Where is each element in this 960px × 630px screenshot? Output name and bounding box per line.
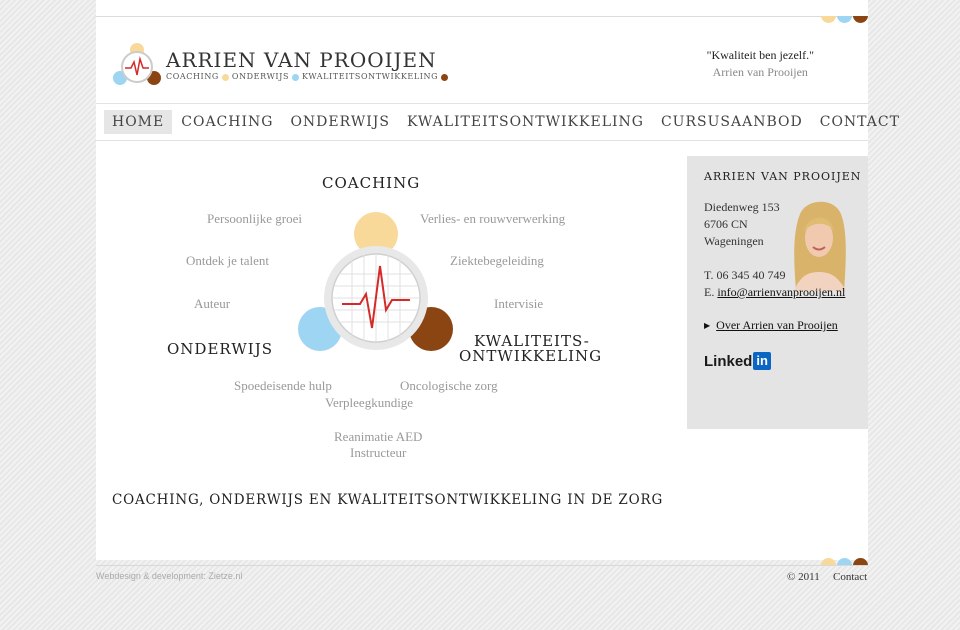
brown-dot [853, 8, 868, 23]
footer-contact-link[interactable]: Contact [833, 571, 868, 583]
coaching-diagram [294, 212, 458, 362]
about-link[interactable] [704, 318, 838, 333]
top-divider [96, 16, 868, 17]
category-onderwijs[interactable]: ONDERWIJS [167, 340, 273, 358]
email-link[interactable]: info@arrienvanprooijen.nl [717, 285, 846, 299]
topic-verpleegkundige[interactable]: Verpleegkundige [325, 395, 414, 410]
page-tagline: COACHING, ONDERWIJS EN KWALITEITSONTWIKKELING IN DE ZORG [112, 492, 664, 508]
topic-ziekte[interactable]: Ziektebegeleiding [450, 253, 544, 268]
contact-sidebar [687, 156, 868, 429]
category-kwaliteit-line1[interactable]: KWALITEITS- [474, 332, 590, 350]
address-postcode: 6706 CN [704, 217, 748, 231]
logo-title: ARRIEN VAN PROOIJEN [166, 48, 437, 72]
blue-dot [837, 8, 852, 23]
main-nav [96, 103, 900, 141]
linkedin-button[interactable] [704, 352, 771, 370]
nav-coaching[interactable]: COACHING [181, 114, 274, 130]
topic-persoonlijke-groei[interactable]: Persoonlijke groei [207, 211, 302, 226]
page-container [96, 0, 900, 560]
nav-home[interactable]: HOME [104, 110, 172, 134]
logo-mark-icon [112, 42, 162, 86]
logo-sub-kwaliteit: KWALITEITSONTWIKKELING [302, 72, 439, 81]
site-logo[interactable] [112, 40, 439, 88]
phone-number: T. 06 345 40 749 [704, 268, 786, 282]
topic-reanimatie[interactable]: Reanimatie AED [334, 429, 423, 444]
quote-author: Arrien van Prooijen [712, 65, 808, 79]
topic-verlies[interactable]: Verlies- en rouwverwerking [420, 211, 566, 226]
sidebar-title: ARRIEN VAN PROOIJEN [704, 170, 862, 183]
address-block [704, 199, 780, 250]
topic-talent[interactable]: Ontdek je talent [186, 253, 270, 268]
logo-sub-onderwijs: ONDERWIJS [231, 72, 290, 81]
triangle-right-icon: ▶ [704, 321, 711, 330]
contact-block [704, 267, 845, 301]
peach-dot [222, 74, 229, 81]
nav-contact[interactable]: CONTACT [819, 114, 900, 130]
footer-credit[interactable]: Webdesign & development: Zietze.nl [96, 571, 243, 581]
quote-text: "Kwaliteit ben jezelf." [706, 48, 814, 62]
topic-auteur[interactable]: Auteur [194, 296, 231, 311]
topic-intervisie[interactable]: Intervisie [494, 296, 544, 311]
main-content [96, 156, 676, 556]
topic-instructeur[interactable]: Instructeur [350, 445, 407, 460]
linkedin-text: Linked [704, 352, 753, 370]
nav-kwaliteitsontwikkeling[interactable]: KWALITEITSONTWIKKELING [406, 114, 644, 130]
logo-sub-coaching: COACHING [166, 72, 219, 81]
nav-cursusaanbod[interactable]: CURSUSAANBOD [660, 114, 803, 130]
address-city: Wageningen [704, 234, 764, 248]
header-quote [707, 48, 814, 80]
email-prefix: E. [704, 285, 715, 299]
email-line [704, 284, 845, 301]
topic-oncologie[interactable]: Oncologische zorg [400, 378, 498, 393]
category-coaching[interactable]: COACHING [322, 174, 421, 192]
logo-subtitle [166, 72, 451, 81]
decor-dots-top [821, 8, 868, 23]
peach-dot [821, 8, 836, 23]
blue-dot [292, 74, 299, 81]
nav-onderwijs[interactable]: ONDERWIJS [290, 114, 390, 130]
brown-dot [441, 74, 448, 81]
footer-divider [96, 565, 868, 566]
category-kwaliteit-line2[interactable]: ONTWIKKELING [459, 347, 603, 365]
linkedin-icon: in [753, 352, 771, 370]
about-link-label: Over Arrien van Prooijen [716, 318, 838, 332]
footer-copyright: © 2011 [787, 571, 820, 583]
topic-spoed[interactable]: Spoedeisende hulp [234, 378, 332, 393]
address-street: Diedenweg 153 [704, 200, 780, 214]
